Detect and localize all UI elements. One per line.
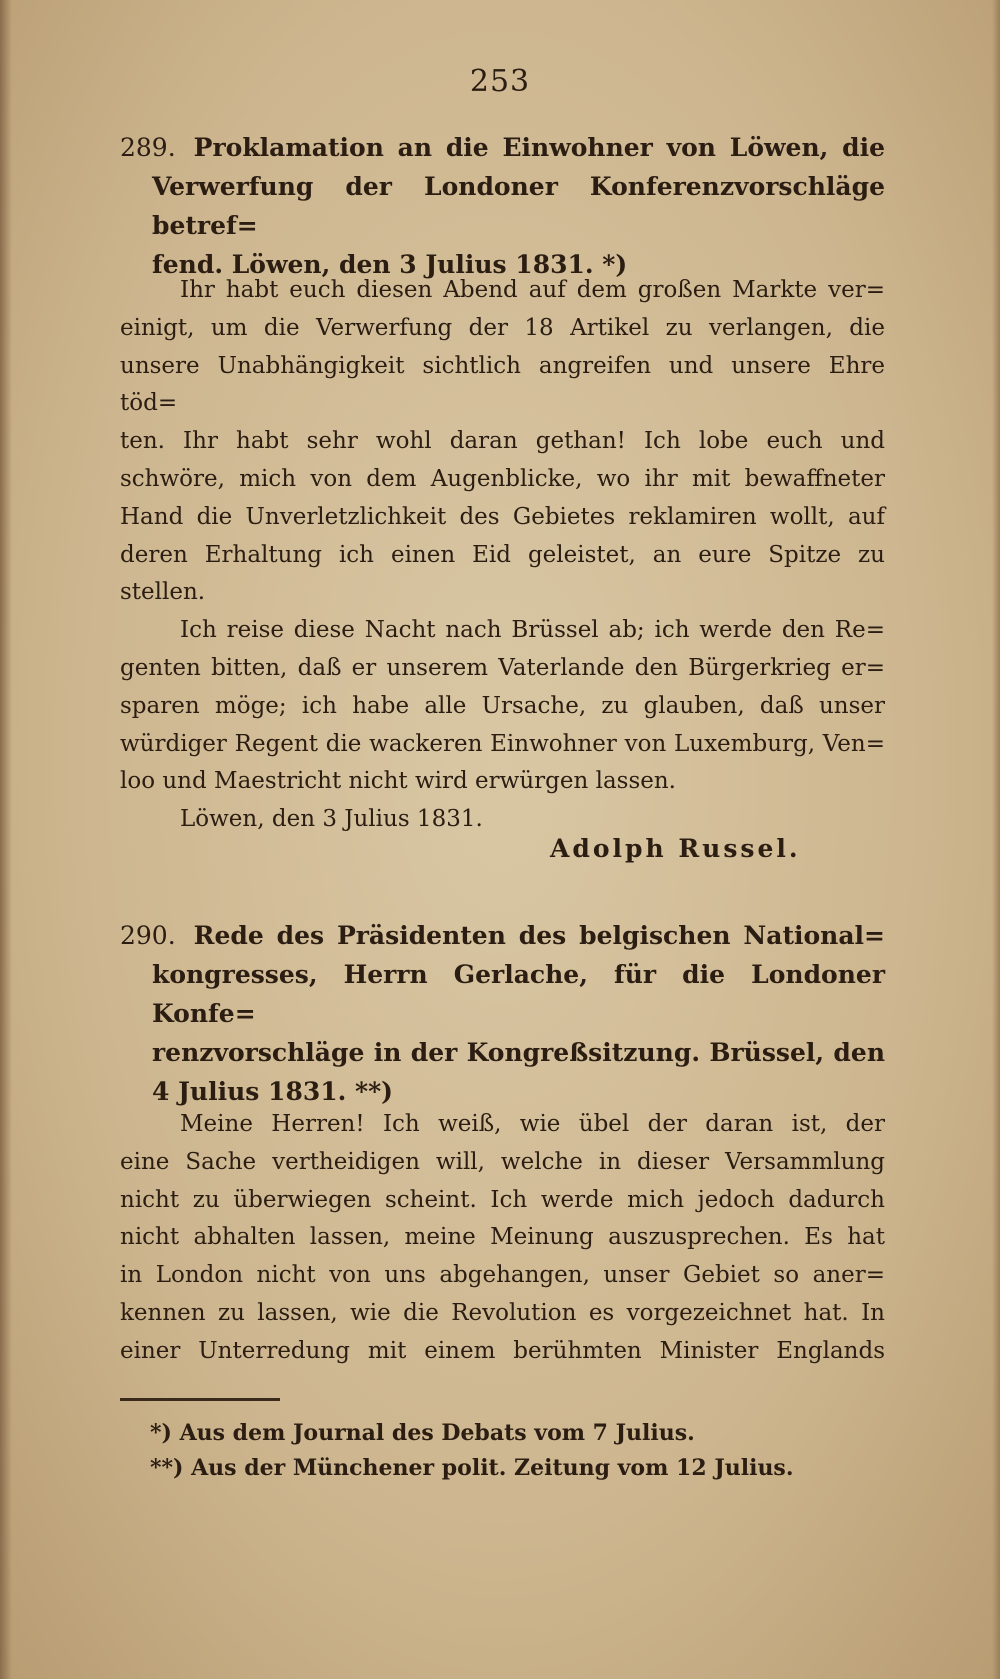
paragraph-line: stellen.: [120, 579, 206, 606]
entry-289-heading: [120, 128, 885, 284]
entry-290-number: 290.: [120, 921, 176, 950]
entry-289-heading-line-3: fend. Löwen, den 3 Julius 1831. *): [152, 250, 628, 279]
entry-290-heading-line-1: 290. Rede des Präsidenten des belgischen National=: [120, 921, 885, 950]
entry-290-heading-line-3: renzvorschläge in der Kongreßsitzung. Brüssel, den: [152, 1038, 885, 1067]
paragraph-line: in London nicht von uns abgehangen, unser Gebiet so aner=: [120, 1262, 885, 1289]
paragraph-line: würdiger Regent die wackeren Einwohner von Luxemburg, Ven=: [120, 730, 885, 757]
page-number: 253: [469, 64, 531, 99]
paragraph-line: Hand die Unverletzlichkeit des Gebietes reklamiren wollt, auf: [120, 503, 885, 530]
paragraph-line: schwöre, mich von dem Augenblicke, wo ihr mit bewaffneter: [120, 465, 885, 492]
footnote-2: **) Aus der Münchener polit. Zeitung vom 12 Julius.: [150, 1455, 794, 1481]
paragraph-line: einigt, um die Verwerfung der 18 Artikel zu verlangen, die: [120, 314, 885, 341]
entry-289-heading-line-1: 289. Proklamation an die Einwohner von Löwen, die: [120, 133, 885, 162]
signature: Adolph Russel.: [550, 834, 801, 863]
dateline: Löwen, den 3 Julius 1831.: [180, 806, 483, 833]
page-edge-left: [0, 0, 12, 1679]
paragraph-line: sparen möge; ich habe alle Ursache, zu glauben, daß unser: [120, 692, 885, 719]
paragraph-line: kennen zu lassen, wie die Revolution es vorgezeichnet hat. In: [120, 1299, 885, 1326]
footnote-divider: [120, 1398, 280, 1401]
footnotes: [150, 1416, 793, 1486]
entry-290-heading-line-4: 4 Julius 1831. **): [152, 1077, 394, 1106]
page-edge-right: [992, 0, 1000, 1679]
entry-289-number: 289.: [120, 133, 176, 162]
entry-289-heading-line-2: Verwerfung der Londoner Konferenzvorschläge betref=: [152, 172, 885, 240]
paragraph-line: unsere Unabhängigkeit sichtlich angreifen und unsere Ehre töd=: [120, 352, 885, 417]
paragraph-line: Ich reise diese Nacht nach Brüssel ab; ich werde den Re=: [180, 617, 885, 644]
paragraph-line: nicht zu überwiegen scheint. Ich werde mich jedoch dadurch: [120, 1186, 885, 1213]
entry-289-body: [120, 272, 885, 839]
paragraph-line: ten. Ihr habt sehr wohl daran gethan! Ich lobe euch und: [120, 428, 885, 455]
entry-290-body: [120, 1106, 885, 1371]
paragraph-line: eine Sache vertheidigen will, welche in dieser Versammlung: [120, 1148, 885, 1175]
paragraph-line: einer Unterredung mit einem berühmten Minister Englands: [120, 1337, 885, 1364]
paragraph-line: loo und Maestricht nicht wird erwürgen lassen.: [120, 768, 676, 795]
paragraph-line: deren Erhaltung ich einen Eid geleistet, an eure Spitze zu: [120, 541, 885, 568]
paragraph-line: nicht abhalten lassen, meine Meinung auszusprechen. Es hat: [120, 1224, 885, 1251]
entry-290-heading-line-2: kongresses, Herrn Gerlache, für die Londoner Konfe=: [152, 960, 885, 1028]
footnote-1: *) Aus dem Journal des Debats vom 7 Julius.: [150, 1420, 695, 1446]
paragraph-line: genten bitten, daß er unserem Vaterlande den Bürgerkrieg er=: [120, 654, 885, 681]
paragraph-line: Meine Herren! Ich weiß, wie übel der daran ist, der: [180, 1111, 885, 1137]
entry-290-heading: [120, 916, 885, 1111]
paragraph-line: Ihr habt euch diesen Abend auf dem großen Markte ver=: [180, 277, 885, 303]
